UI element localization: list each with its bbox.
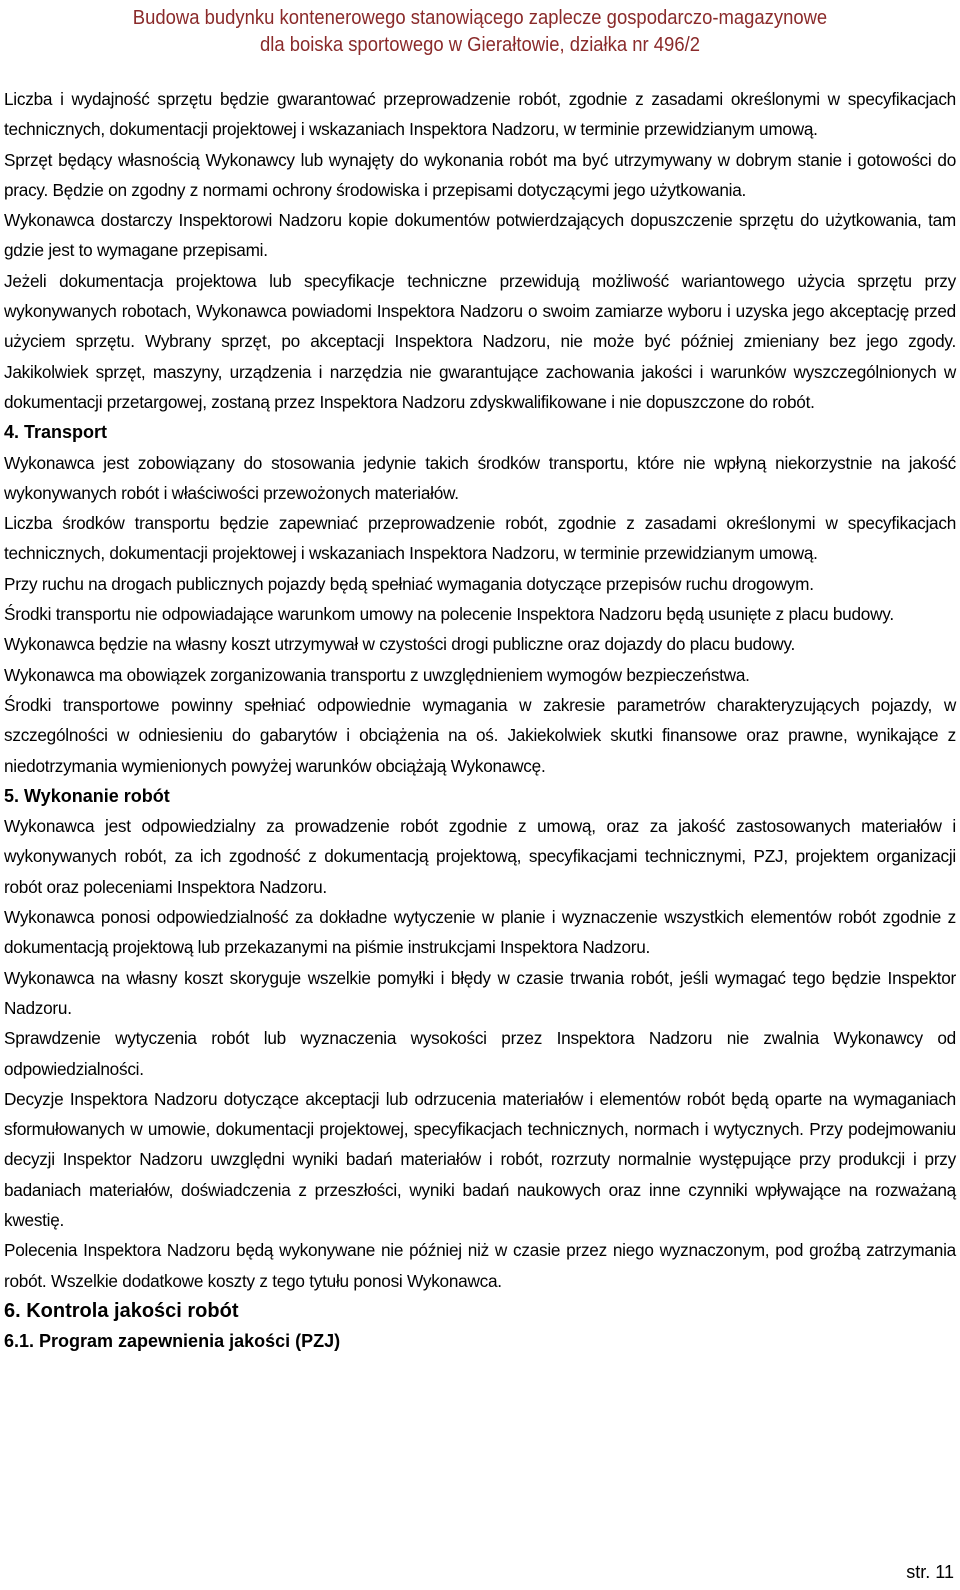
paragraph: Wykonawca ma obowiązek zorganizowania transportu z uwzględnieniem wymogów bezpieczeństwa.	[4, 664, 750, 685]
paragraph: Przy ruchu na drogach publicznych pojazdy będą spełniać wymagania dotyczące przepisów ruchu drogowym.	[4, 573, 814, 594]
paragraph: Wykonawca ponosi odpowiedzialność za dokładne wytyczenie w planie i wyznaczenie wszystkich elementów robót zgodnie z dokumentacją projektową lub przekazanymi na piśmie instrukcjami Inspektora Nadzoru.	[4, 907, 956, 958]
paragraph: Środki transportu nie odpowiadające warunkom umowy na polecenie Inspektora Nadzoru będą usunięte z placu budowy.	[4, 604, 894, 625]
paragraph: Wykonawca będzie na własny koszt utrzymywał w czystości drogi publiczne oraz dojazdy do placu budowy.	[4, 634, 796, 655]
header-title-line-2: dla boiska sportowego w Gierałtowie, działka nr 496/2	[260, 33, 700, 56]
page-number: str. 11	[906, 1562, 954, 1582]
section-heading-wykonanie-robot: 5. Wykonanie robót	[4, 785, 170, 806]
paragraph: Liczba środków transportu będzie zapewniać przeprowadzenie robót, zgodnie z zasadami określonymi w specyfikacjach technicznych, dokumentacji projektowej i wskazaniach Inspektora Nadzoru, w terminie przewidzianym umową.	[4, 513, 956, 564]
paragraph: Wykonawca jest odpowiedzialny za prowadzenie robót zgodnie z umową, oraz za jakość zastosowanych materiałów i wykonywanych robót, za ich zgodność z dokumentacją projektową, specyfikacjami technicznymi, PZJ, projektem organizacji robót oraz poleceniami Inspektora Nadzoru.	[4, 816, 956, 897]
section-heading-kontrola-jakosci: 6. Kontrola jakości robót	[4, 1299, 239, 1322]
paragraph: Liczba i wydajność sprzętu będzie gwarantować przeprowadzenie robót, zgodnie z zasadami określonymi w specyfikacjach technicznych, dokumentacji projektowej i wskazaniach Inspektora Nadzoru, w terminie przewidzianym umową.	[4, 89, 956, 140]
paragraph: Wykonawca na własny koszt skoryguje wszelkie pomyłki i błędy w czasie trwania robót, jeśli wymagać tego będzie Inspektor Nadzoru.	[4, 967, 956, 1018]
paragraph: Polecenia Inspektora Nadzoru będą wykonywane nie później niż w czasie przez niego wyznaczonym, pod groźbą zatrzymania robót. Wszelkie dodatkowe koszty z tego tytułu ponosi Wykonawca.	[4, 1240, 956, 1291]
paragraph: Wykonawca dostarczy Inspektorowi Nadzoru kopie dokumentów potwierdzających dopuszczenie sprzętu do użytkowania, tam gdzie jest to wymagane przepisami.	[4, 210, 956, 261]
paragraph: Środki transportowe powinny spełniać odpowiednie wymagania w zakresie parametrów charakteryzujących pojazdy, w szczególności w odniesieniu do gabarytów i obciążenia na oś. Jakiekolwiek skutki finansowe oraz prawne, wynikające z niedotrzymania wymienionych powyżej warunków obciążają Wykonawcę.	[4, 694, 956, 776]
paragraph: Decyzje Inspektora Nadzoru dotyczące akceptacji lub odrzucenia materiałów i elementów robót będą oparte na wymaganiach sformułowanych w umowie, dokumentacji projektowej, specyfikacjach technicznych, normach i wytycznych. Przy podejmowaniu decyzji Inspektor Nadzoru uwzględni wyniki badań materiałów i robót, rozrzuty normalnie występujące przy produkcji i przy badaniach materiałów, doświadczenia z przeszłości, wyniki badań naukowych oraz inne czynniki wpływające na rozważaną kwestię.	[4, 1088, 956, 1230]
document-header	[48, 4, 912, 58]
document-body	[4, 84, 956, 1356]
subsection-heading-pzj: 6.1. Program zapewnienia jakości (PZJ)	[4, 1331, 341, 1352]
section-heading-transport: 4. Transport	[4, 422, 108, 443]
paragraph: Sprawdzenie wytyczenia robót lub wyznaczenia wysokości przez Inspektora Nadzoru nie zwalnia Wykonawcy od odpowiedzialności.	[4, 1028, 956, 1079]
paragraph: Wykonawca jest zobowiązany do stosowania jedynie takich środków transportu, które nie wpłyną niekorzystnie na jakość wykonywanych robót i właściwości przewożonych materiałów.	[4, 452, 956, 503]
header-title-line-1: Budowa budynku kontenerowego stanowiącego zaplecze gospodarczo-magazynowe	[132, 6, 828, 29]
paragraph: Jeżeli dokumentacja projektowa lub specyfikacje techniczne przewidują możliwość wariantowego użycia sprzętu przy wykonywanych robotach, Wykonawca powiadomi Inspektora Nadzoru o swoim zamiarze wyboru i uzyska jego akceptację przed użyciem sprzętu. Wybrany sprzęt, po akceptacji Inspektora Nadzoru, nie może być później zmieniany bez jego zgody. Jakikolwiek sprzęt, maszyny, urządzenia i narzędzia nie gwarantujące zachowania jakości i warunków wyszczególnionych w dokumentacji przetargowej, zostaną przez Inspektora Nadzoru zdyskwalifikowane i nie dopuszczone do robót.	[4, 270, 956, 412]
paragraph: Sprzęt będący własnością Wykonawcy lub wynajęty do wykonania robót ma być utrzymywany w dobrym stanie i gotowości do pracy. Będzie on zgodny z normami ochrony środowiska i przepisami dotyczącymi jego użytkowania.	[4, 149, 956, 200]
